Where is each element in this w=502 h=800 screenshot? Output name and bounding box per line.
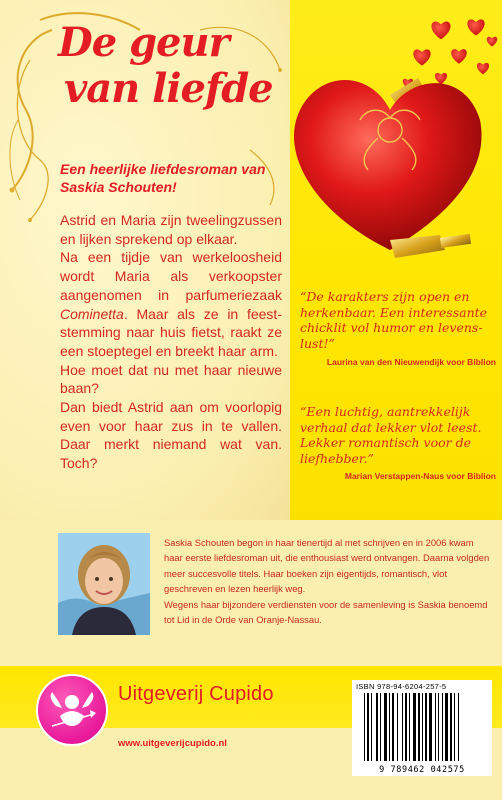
barcode-icon	[362, 693, 486, 763]
heart-bottle-icon	[290, 0, 502, 290]
blurb-paragraph-1: Astrid en Maria zijn tweelingzussen en lijken sprekend op elkaar.	[60, 212, 282, 247]
blurb-paragraph-2	[60, 248, 282, 360]
shop-name: Cominetta	[60, 305, 124, 322]
blurb	[60, 211, 282, 473]
author-bio	[164, 535, 490, 627]
review-quote-1: “De karakters zijn open en herkenbaar. Een interessante chicklit vol humor en levenslust!”	[300, 289, 488, 351]
review-attribution-1: Laurina van den Nieuwendijk voor Biblion	[326, 357, 496, 367]
review-quote-2: “Een luchtig, aantrekkelijk verhaal dat lekker vlot leest. Lekker romantisch voor de liefhebber.”	[300, 404, 482, 466]
cupid-logo-icon	[36, 674, 108, 746]
blurb-text: . Maar als ze in feeststemming naar huis fietst, raakt ze een stoeptegel en breekt haar arm.	[60, 305, 282, 359]
blurb-text: Na een tijdje van werkeloosheid wordt Maria als verkoopster aangenomen in parfumeriezaak	[60, 249, 282, 303]
publisher-name: Uitgeverij Cupido	[118, 683, 274, 705]
title-line-1: De geur	[58, 19, 229, 66]
blurb-paragraph-4: Dan biedt Astrid aan om voorlopig even voor haar zus in te vallen. Daar merkt niemand wat van. Toch?	[60, 399, 282, 472]
blurb-paragraph-3: Hoe moet dat nu met haar nieuwe baan?	[60, 361, 282, 397]
barcode-number: 9 789462 042575	[379, 765, 465, 775]
author-portrait-icon	[58, 533, 150, 635]
title-line-2: van liefde	[64, 65, 273, 112]
author-photo	[58, 533, 150, 635]
isbn-label: ISBN 978-94-6204-257-5	[356, 682, 447, 691]
review-attribution-2: Marian Verstappen-Naus voor Biblion	[344, 471, 496, 481]
author-bio-paragraph-2: Wegens haar bijzondere verdiensten voor de samenleving is Saskia benoemd tot Lid in de Orde van Oranje-Nassau.	[164, 598, 488, 626]
book-title	[58, 20, 288, 112]
publisher-website-link[interactable]: www.uitgeverijcupido.nl	[118, 738, 227, 749]
author-bio-paragraph-1: Saskia Schouten begon in haar tienertijd al met schrijven en in 2006 kwam haar eerste liefdesroman uit, die enthousiast werd ontvangen. Daarna volgden meer succesvolle titels. Haar boeken zijn eigentijds, romantisch, vlot geschreven en lezen heerlijk weg.	[164, 537, 490, 595]
subtitle: Een heerlijke liefdesroman van Saskia Schouten!	[60, 161, 266, 195]
